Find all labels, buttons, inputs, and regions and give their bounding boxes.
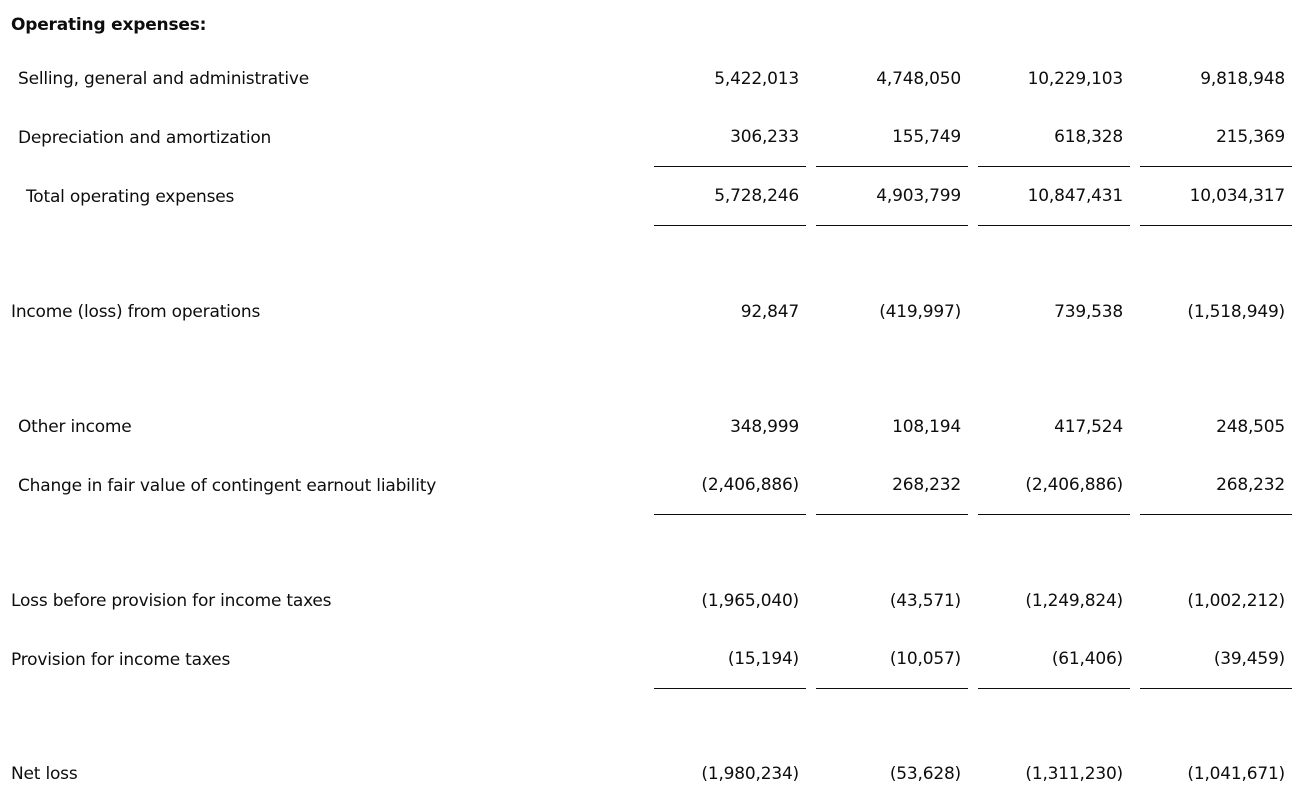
value-cell: (10,057) [816,630,968,689]
value-cell: 108,194 [892,416,961,437]
row-label: Operating expenses: [11,14,207,35]
value-cell: 10,229,103 [1027,68,1123,89]
value-cell: (1,041,671) [1187,763,1285,784]
value-cell: 215,369 [1140,108,1292,167]
value-cell [978,0,1130,49]
value-cell: (1,518,949) [1187,301,1285,322]
value-cell: 9,818,948 [1200,68,1285,89]
spacer-row [0,226,1296,282]
row-label: Net loss [11,763,78,784]
value-cell: (2,406,886) [978,456,1130,515]
value-cell: (1,311,230) [1025,763,1123,784]
value-cell [654,0,806,49]
value-cell [1140,0,1292,49]
value-cell: 4,748,050 [876,68,961,89]
value-cell: 10,034,317 [1140,167,1292,226]
value-cell: 417,524 [1054,416,1123,437]
value-cell: 155,749 [816,108,968,167]
table-row [0,167,1296,226]
value-cell: (61,406) [978,630,1130,689]
value-cell: 5,728,246 [654,167,806,226]
value-cell: (15,194) [654,630,806,689]
value-cell: 248,505 [1216,416,1285,437]
value-cell: 5,422,013 [714,68,799,89]
row-label: Total operating expenses [26,186,235,207]
value-cell: (43,571) [889,590,961,611]
row-label: Selling, general and administrative [18,68,310,89]
value-cell: 268,232 [816,456,968,515]
value-cell: 618,328 [978,108,1130,167]
table-row [0,0,1296,49]
value-cell: 739,538 [1054,301,1123,322]
table-row [0,456,1296,515]
spacer-row [0,689,1296,745]
value-cell: 92,847 [740,301,799,322]
value-cell [816,0,968,49]
value-cell: 10,847,431 [978,167,1130,226]
table-row [0,108,1296,167]
value-cell: (1,965,040) [701,590,799,611]
row-label: Change in fair value of contingent earnout liability [18,475,437,496]
row-label: Other income [18,416,132,437]
value-cell: 268,232 [1140,456,1292,515]
value-cell: 348,999 [730,416,799,437]
spacer-row [0,515,1296,571]
table-row [0,630,1296,689]
table-row [0,745,1296,802]
table-row [0,282,1296,341]
value-cell: 4,903,799 [816,167,968,226]
row-label: Income (loss) from operations [11,301,261,322]
value-cell: (419,997) [879,301,961,322]
value-cell: (1,249,824) [1025,590,1123,611]
value-cell: (2,406,886) [654,456,806,515]
row-label: Loss before provision for income taxes [11,590,332,611]
value-cell: (1,980,234) [701,763,799,784]
value-cell: (53,628) [889,763,961,784]
table-row [0,571,1296,630]
table-row [0,49,1296,108]
value-cell: 306,233 [654,108,806,167]
row-label: Provision for income taxes [11,649,231,670]
table-row [0,397,1296,456]
value-cell: (1,002,212) [1187,590,1285,611]
value-cell: (39,459) [1140,630,1292,689]
row-label: Depreciation and amortization [18,127,272,148]
spacer-row [0,341,1296,397]
